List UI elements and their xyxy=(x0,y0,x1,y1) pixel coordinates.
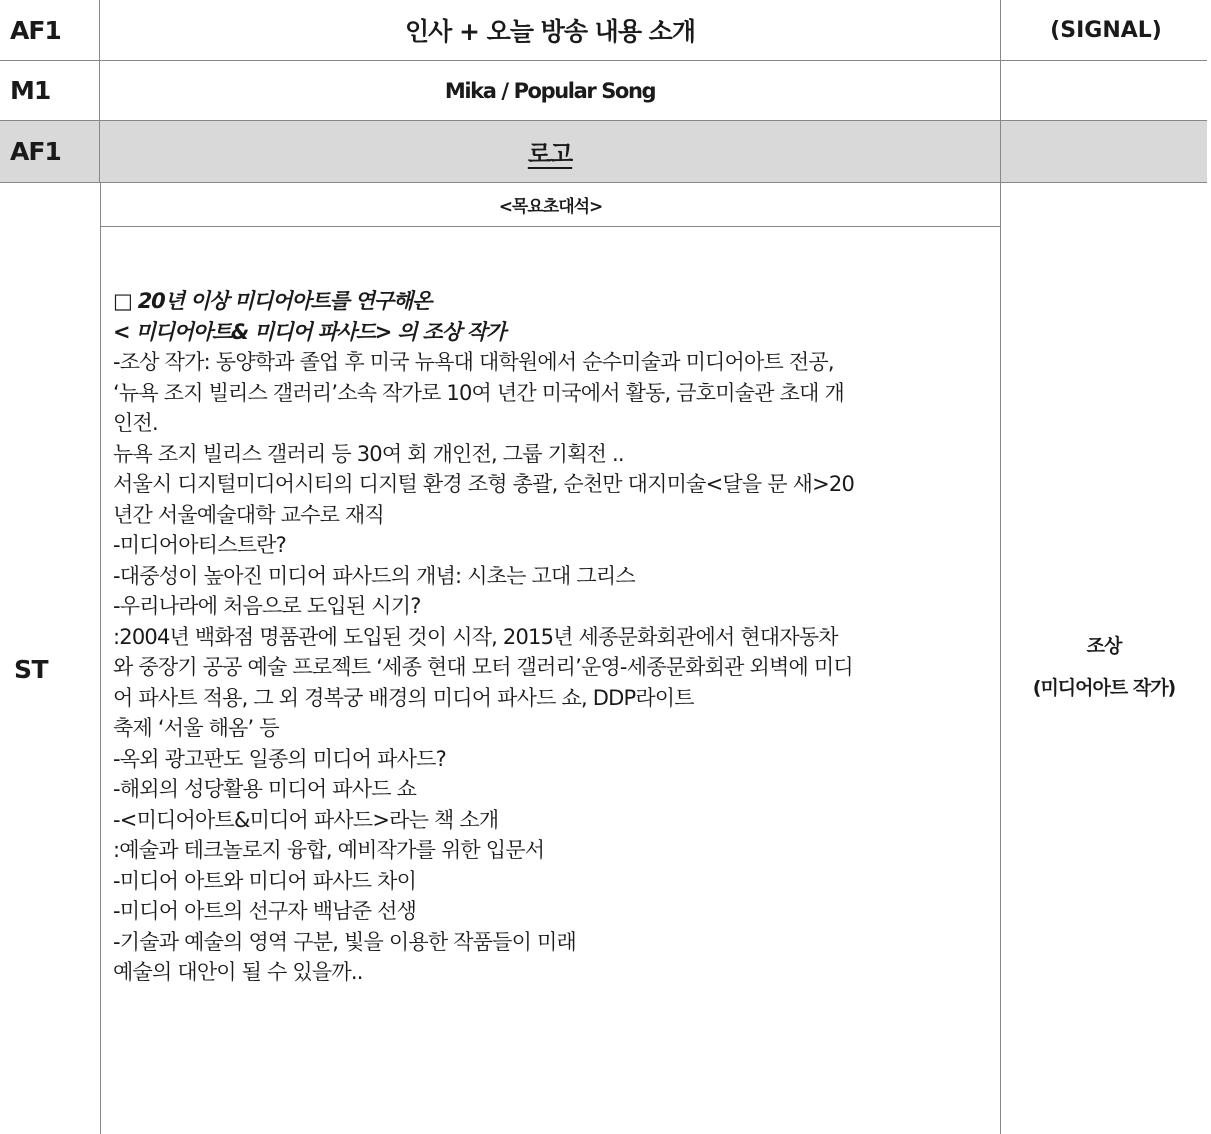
script-line: -미디어아티스트란? xyxy=(113,533,287,557)
script-line: 인전. xyxy=(113,411,158,435)
segment-header-cell xyxy=(101,183,1000,226)
script-line: 와 중장기 공공 예술 프로젝트 ‘세종 현대 모터 갤러리’운영-세종문화회관 외벽에 미디 xyxy=(113,655,853,679)
highlight-line: □ 20년 이상 미디어아트를 연구해온 xyxy=(113,289,432,313)
script-line: -대중성이 높아진 미디어 파사드의 개념: 시초는 고대 그리스 xyxy=(113,563,635,588)
row-content-cell xyxy=(100,0,1001,60)
script-line: 서울시 디지털미디어시티의 디지털 환경 조형 총괄, 순천만 대지미술<달을 문 새>20 xyxy=(113,472,855,496)
script-line: -<미디어아트&미디어 파사드>라는 책 소개 xyxy=(113,807,499,832)
guest-role: (미디어아트 작가) xyxy=(1032,677,1176,699)
script-line: 예술의 대안이 될 수 있을까.. xyxy=(113,960,363,984)
rundown-row-greeting xyxy=(0,0,1211,60)
script-line: ‘뉴욕 조지 빌리스 갤러리’소속 작가로 10여 년간 미국에서 활동, 금호미술관 초대 개 xyxy=(113,380,844,405)
row-code-cell xyxy=(0,0,100,60)
row-signal-cell xyxy=(1001,61,1211,120)
row-code: AF1 xyxy=(10,15,61,45)
script-line: -해외의 성당활용 미디어 파사드 쇼 xyxy=(113,777,417,801)
script-line: 뉴욕 조지 빌리스 갤러리 등 30여 회 개인전, 그룹 기획전 .. xyxy=(113,441,624,466)
row-content-cell xyxy=(100,121,1001,182)
row-content: 인사 + 오늘 방송 내용 소개 xyxy=(405,17,695,46)
rundown-row-logo xyxy=(0,121,1207,182)
script-line: 축제 ‘서울 해옴’ 등 xyxy=(113,716,279,740)
row-code: M1 xyxy=(10,76,51,105)
guest-name: 조상 xyxy=(1086,635,1122,657)
row-signal-cell xyxy=(1001,0,1211,60)
row-signal: (SIGNAL) xyxy=(1050,17,1162,43)
row-content: Mika / Popular Song xyxy=(444,78,656,103)
highlight-line: < 미디어아트& 미디어 파사드> 의 조상 작가 xyxy=(113,319,505,344)
script-line: -기술과 예술의 영역 구분, 빛을 이용한 작품들이 미래 xyxy=(113,929,576,954)
script-line: -미디어 아트의 선구자 백남준 선생 xyxy=(113,899,417,923)
script-line: :2004년 백화점 명품관에 도입된 것이 시작, 2015년 세종문화회관에서 현대자동차 xyxy=(113,624,838,649)
row-code: AF1 xyxy=(10,137,61,166)
rundown-row-music xyxy=(0,61,1211,120)
segment-header: <목요초대석> xyxy=(498,197,603,217)
script-line: 어 파사트 적용, 그 외 경복궁 배경의 미디어 파사드 쇼, DDP라이트 xyxy=(113,685,694,710)
script-line: -옥외 광고판도 일종의 미디어 파사드? xyxy=(113,746,446,771)
script-line: -미디어 아트와 미디어 파사드 차이 xyxy=(113,868,417,893)
script-line: -조상 작가: 동양학과 졸업 후 미국 뉴욕대 대학원에서 순수미술과 미디어아트 전공, xyxy=(113,350,834,374)
row-code-cell xyxy=(0,61,100,120)
script-line: :예술과 테크놀로지 융합, 예비작가를 위한 입문서 xyxy=(113,838,545,862)
row-signal-cell xyxy=(1001,121,1207,182)
column-divider xyxy=(100,183,101,1134)
segment-header-divider xyxy=(101,226,1001,227)
row-content-cell xyxy=(100,61,1001,120)
script-line: -우리나라에 처음으로 도입된 시기? xyxy=(113,594,421,618)
row-content: 로고 xyxy=(527,140,573,168)
segment-script xyxy=(113,286,993,988)
segment-code: ST xyxy=(14,655,49,684)
script-line: 년간 서울예술대학 교수로 재직 xyxy=(113,502,384,527)
guest-info xyxy=(1001,625,1207,709)
row-code-cell xyxy=(0,121,100,182)
